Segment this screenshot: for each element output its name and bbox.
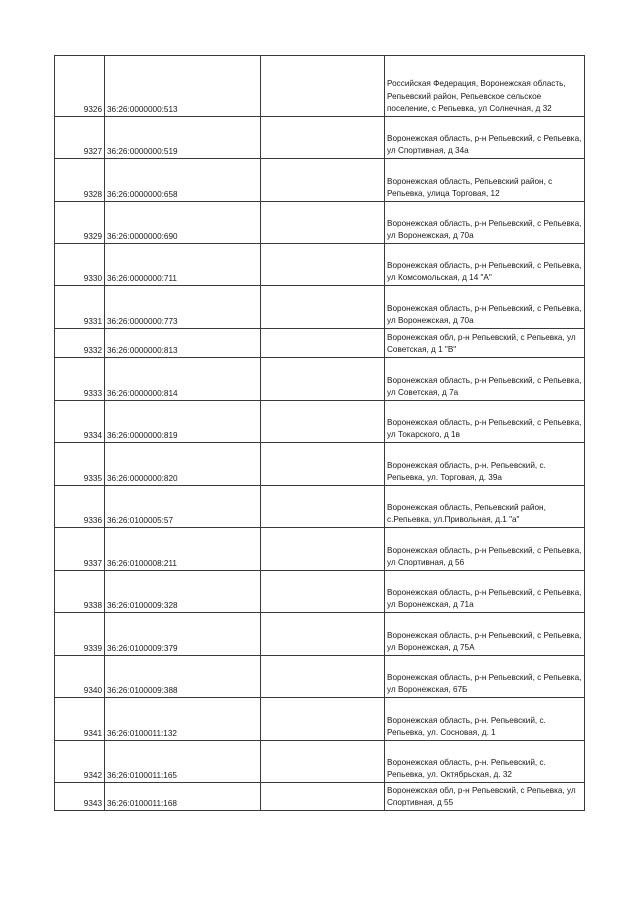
empty-cell bbox=[261, 613, 385, 656]
row-number: 9343 bbox=[55, 783, 105, 811]
empty-cell bbox=[261, 783, 385, 811]
table-row bbox=[55, 486, 585, 528]
table-row bbox=[55, 358, 585, 401]
empty-cell bbox=[261, 56, 385, 117]
address-cell: Воронежская область, р-н Репьевский, с Репьевка, ул Советская, д 7а bbox=[385, 358, 585, 401]
row-number: 9331 bbox=[55, 286, 105, 329]
table-row bbox=[55, 244, 585, 286]
cadastral-number: 36:26:0000000:813 bbox=[105, 329, 261, 358]
empty-cell bbox=[261, 244, 385, 286]
cadastral-number: 36:26:0100011:132 bbox=[105, 698, 261, 741]
row-number: 9338 bbox=[55, 571, 105, 613]
cadastral-number: 36:26:0000000:519 bbox=[105, 117, 261, 159]
address-cell: Воронежская область, р-н Репьевский, с Репьевка, ул Воронежская, 67Б bbox=[385, 656, 585, 698]
row-number: 9340 bbox=[55, 656, 105, 698]
table-row bbox=[55, 329, 585, 358]
cadastral-number: 36:26:0100009:379 bbox=[105, 613, 261, 656]
address-cell: Воронежская область, р-н Репьевский, с Репьевка, ул Токарского, д 1в bbox=[385, 401, 585, 443]
address-cell: Воронежская область, р-н Репьевский, с Репьевка, ул Спортивная, д 34а bbox=[385, 117, 585, 159]
address-cell: Воронежская обл, р-н Репьевский, с Репьевка, ул Спортивная, д 55 bbox=[385, 783, 585, 811]
table-row bbox=[55, 571, 585, 613]
row-number: 9328 bbox=[55, 159, 105, 202]
cadastral-number: 36:26:0100011:168 bbox=[105, 783, 261, 811]
address-cell: Воронежская область, р-н. Репьевский, с. Репьевка, ул. Торговая, д. 39а bbox=[385, 443, 585, 486]
row-number: 9339 bbox=[55, 613, 105, 656]
table-row bbox=[55, 117, 585, 159]
row-number: 9334 bbox=[55, 401, 105, 443]
address-cell: Воронежская область, р-н Репьевский, с Репьевка, ул Комсомольская, д 14 "А" bbox=[385, 244, 585, 286]
table-row bbox=[55, 159, 585, 202]
row-number: 9332 bbox=[55, 329, 105, 358]
cadastral-number: 36:26:0100009:328 bbox=[105, 571, 261, 613]
empty-cell bbox=[261, 401, 385, 443]
address-cell: Воронежская область, р-н Репьевский, с Репьевка, ул Воронежская, д 71а bbox=[385, 571, 585, 613]
table-row bbox=[55, 528, 585, 571]
address-cell: Воронежская область, Репьевский район, с.Репьевка, ул.Привольная, д.1 "а" bbox=[385, 486, 585, 528]
cadastral-number: 36:26:0100005:57 bbox=[105, 486, 261, 528]
row-number: 9336 bbox=[55, 486, 105, 528]
cadastral-number: 36:26:0000000:820 bbox=[105, 443, 261, 486]
empty-cell bbox=[261, 443, 385, 486]
empty-cell bbox=[261, 656, 385, 698]
empty-cell bbox=[261, 571, 385, 613]
address-cell: Воронежская область, р-н Репьевский, с Репьевка, ул Воронежская, д 70а bbox=[385, 202, 585, 244]
property-table bbox=[54, 55, 585, 811]
empty-cell bbox=[261, 202, 385, 244]
address-cell: Российская Федерация, Воронежская область, Репьевский район, Репьевское сельское поселение, с Репьевка, ул Солнечная, д 32 bbox=[385, 56, 585, 117]
table-row bbox=[55, 613, 585, 656]
address-cell: Воронежская область, р-н Репьевский, с Репьевка, ул Спортивная, д 56 bbox=[385, 528, 585, 571]
empty-cell bbox=[261, 698, 385, 741]
table-row bbox=[55, 741, 585, 783]
cadastral-number: 36:26:0000000:711 bbox=[105, 244, 261, 286]
cadastral-number: 36:26:0000000:690 bbox=[105, 202, 261, 244]
row-number: 9330 bbox=[55, 244, 105, 286]
table-row bbox=[55, 401, 585, 443]
empty-cell bbox=[261, 741, 385, 783]
cadastral-number: 36:26:0100008:211 bbox=[105, 528, 261, 571]
table-row bbox=[55, 202, 585, 244]
empty-cell bbox=[261, 329, 385, 358]
row-number: 9326 bbox=[55, 56, 105, 117]
empty-cell bbox=[261, 528, 385, 571]
row-number: 9337 bbox=[55, 528, 105, 571]
table-row bbox=[55, 443, 585, 486]
address-cell: Воронежская область, р-н Репьевский, с Репьевка, ул Воронежская, д 70а bbox=[385, 286, 585, 329]
empty-cell bbox=[261, 117, 385, 159]
row-number: 9333 bbox=[55, 358, 105, 401]
cadastral-number: 36:26:0000000:658 bbox=[105, 159, 261, 202]
empty-cell bbox=[261, 159, 385, 202]
table-row bbox=[55, 56, 585, 117]
address-cell: Воронежская область, р-н. Репьевский, с. Репьевка, ул. Сосновая, д. 1 bbox=[385, 698, 585, 741]
cadastral-number: 36:26:0000000:773 bbox=[105, 286, 261, 329]
table-row bbox=[55, 286, 585, 329]
cadastral-number: 36:26:0000000:814 bbox=[105, 358, 261, 401]
empty-cell bbox=[261, 486, 385, 528]
row-number: 9342 bbox=[55, 741, 105, 783]
row-number: 9335 bbox=[55, 443, 105, 486]
table-row bbox=[55, 656, 585, 698]
address-cell: Воронежская обл, р-н Репьевский, с Репьевка, ул Советская, д 1 "В" bbox=[385, 329, 585, 358]
cadastral-number: 36:26:0000000:513 bbox=[105, 56, 261, 117]
address-cell: Воронежская область, Репьевский район, с Репьевка, улица Торговая, 12 bbox=[385, 159, 585, 202]
cadastral-number: 36:26:0100011:165 bbox=[105, 741, 261, 783]
cadastral-number: 36:26:0000000:819 bbox=[105, 401, 261, 443]
empty-cell bbox=[261, 358, 385, 401]
row-number: 9329 bbox=[55, 202, 105, 244]
empty-cell bbox=[261, 286, 385, 329]
cadastral-number: 36:26:0100009:388 bbox=[105, 656, 261, 698]
row-number: 9341 bbox=[55, 698, 105, 741]
address-cell: Воронежская область, р-н. Репьевский, с. Репьевка, ул. Октябрьская, д. 32 bbox=[385, 741, 585, 783]
table-row bbox=[55, 783, 585, 811]
address-cell: Воронежская область, р-н Репьевский, с Репьевка, ул Воронежская, д 75А bbox=[385, 613, 585, 656]
table-row bbox=[55, 698, 585, 741]
row-number: 9327 bbox=[55, 117, 105, 159]
